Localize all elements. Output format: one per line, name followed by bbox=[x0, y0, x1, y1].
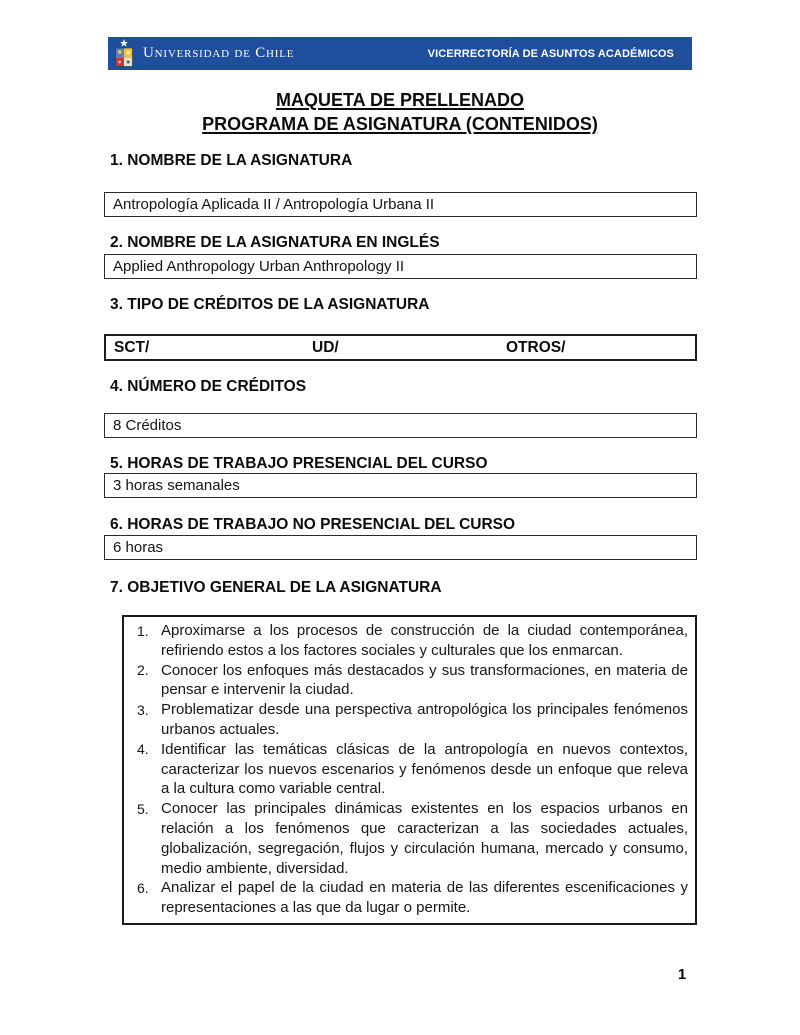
section-7-heading: 7. OBJETIVO GENERAL DE LA ASIGNATURA bbox=[110, 579, 442, 596]
general-objectives-field[interactable] bbox=[122, 615, 697, 925]
page-number: 1 bbox=[677, 966, 687, 983]
document-title bbox=[0, 89, 800, 136]
objectives-list bbox=[124, 621, 688, 918]
section-4-heading: 4. NÚMERO DE CRÉDITOS bbox=[110, 378, 307, 395]
section-1-heading: 1. NOMBRE DE LA ASIGNATURA bbox=[110, 152, 353, 169]
document-title-line1: MAQUETA DE PRELLENADO bbox=[275, 90, 524, 110]
credit-count-field[interactable]: 8 Créditos bbox=[104, 413, 697, 438]
vicerrectoria-label: VICERRECTORÍA DE ASUNTOS ACADÉMICOS bbox=[427, 47, 674, 60]
university-header-banner bbox=[108, 37, 692, 70]
credit-type-sct-label: SCT/ bbox=[114, 338, 150, 356]
credit-type-ud-label: UD/ bbox=[312, 338, 339, 356]
objective-item: Aproximarse a los procesos de construcción de la ciudad contemporánea, refiriendo estos a los factores sociales y culturales que los enmarcan. bbox=[161, 622, 688, 659]
section-6-heading: 6. HORAS DE TRABAJO NO PRESENCIAL DEL CURSO bbox=[110, 516, 516, 533]
objective-item: Conocer las principales dinámicas existentes en los espacios urbanos en relación a los fenómenos que caracterizan a las sociedades actuales, globalización, segregación, flujos y circulación humana, mercado y consumo, medio ambiente, diversidad. bbox=[161, 800, 688, 877]
university-name: Universidad de Chile bbox=[143, 45, 295, 61]
section-3-heading: 3. TIPO DE CRÉDITOS DE LA ASIGNATURA bbox=[110, 296, 430, 313]
objective-item: Analizar el papel de la ciudad en materia de las diferentes escenificaciones y representaciones a las que da lugar o permite. bbox=[161, 879, 688, 917]
objective-item: Conocer los enfoques más destacados y sus transformaciones, en materia de pensar e intervenir la ciudad. bbox=[161, 661, 688, 699]
course-name-field[interactable]: Antropología Aplicada II / Antropología Urbana II bbox=[104, 192, 697, 217]
document-title-line2: PROGRAMA DE ASIGNATURA (CONTENIDOS) bbox=[202, 113, 598, 134]
no-presencial-hours-field[interactable]: 6 horas bbox=[104, 535, 697, 560]
credit-type-otros-label: OTROS/ bbox=[506, 338, 566, 356]
credit-type-field[interactable] bbox=[104, 334, 697, 361]
objective-item: Identificar las temáticas clásicas de la antropología en nuevos contextos, caracterizar los nuevos escenarios y fenómenos desde un enfoque que releva a la cultura como variable central. bbox=[161, 740, 688, 798]
course-name-english-field[interactable]: Applied Anthropology Urban Anthropology II bbox=[104, 254, 697, 279]
section-5-heading: 5. HORAS DE TRABAJO PRESENCIAL DEL CURSO bbox=[110, 455, 488, 472]
university-crest-icon bbox=[113, 38, 135, 69]
presencial-hours-field[interactable]: 3 horas semanales bbox=[104, 473, 697, 498]
objective-item: Problematizar desde una perspectiva antropológica los principales fenómenos urbanos actuales. bbox=[161, 701, 688, 738]
section-2-heading: 2. NOMBRE DE LA ASIGNATURA EN INGLÉS bbox=[110, 234, 440, 251]
